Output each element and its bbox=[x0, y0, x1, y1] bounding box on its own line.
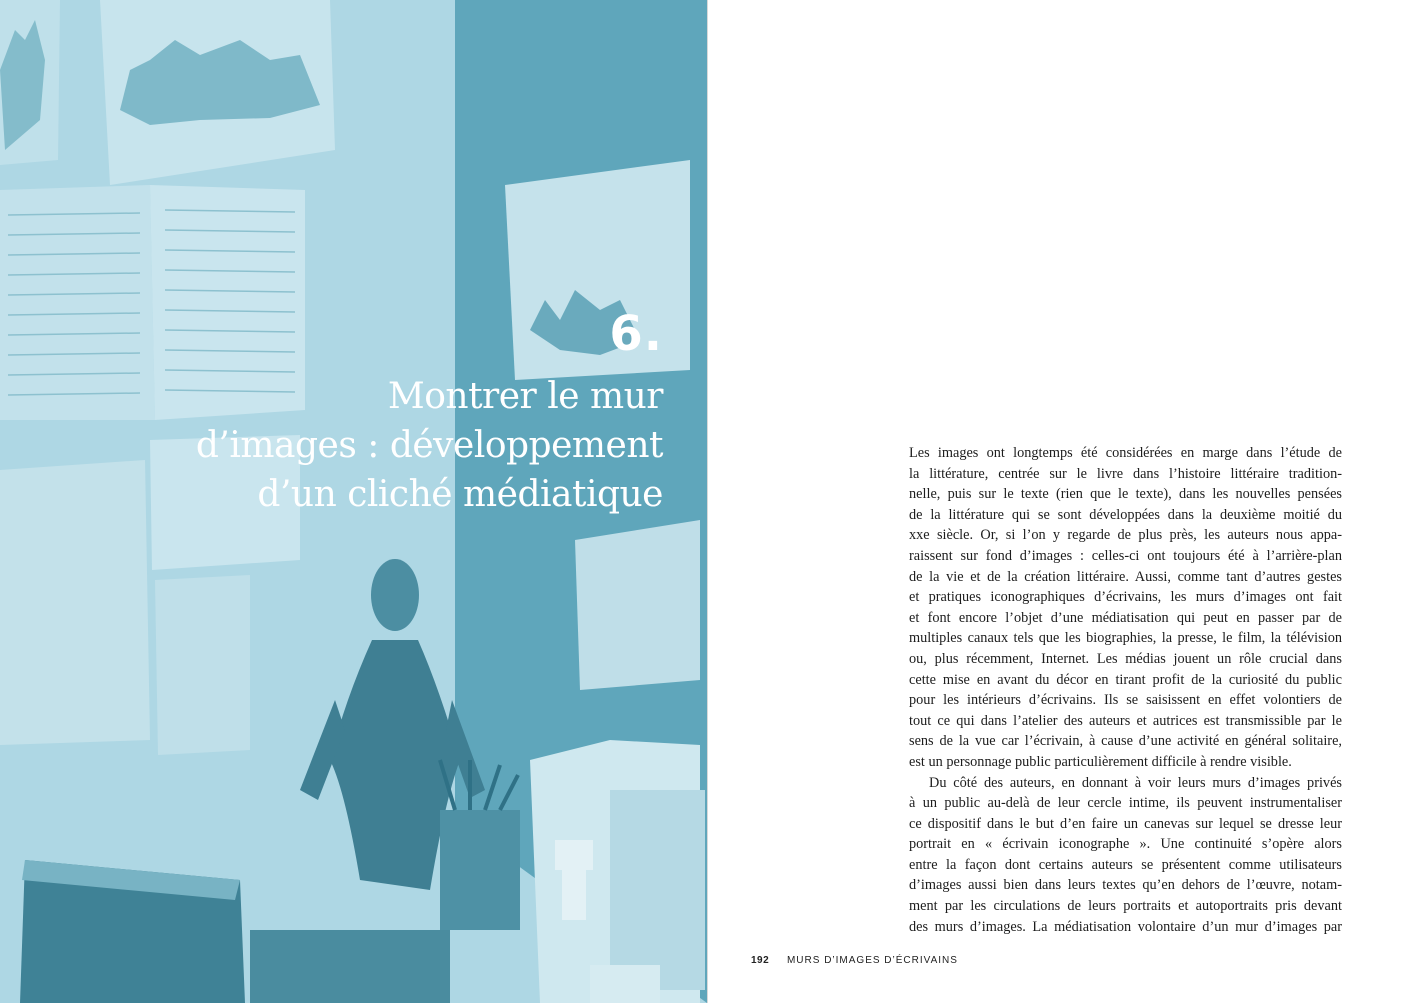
text-line: de la littérature qui se sont développées dans la deuxième moitié du bbox=[909, 506, 1342, 523]
text-line: entre la façon dont certains auteurs se présentent comme utilisateurs bbox=[909, 856, 1342, 873]
text-line: Les images ont longtemps été considérées en marge dans l’étude de bbox=[909, 445, 1342, 461]
text-line: à un public au-delà de leur cercle intime, ils peuvent instrumentaliser bbox=[909, 795, 1342, 812]
chapter-title bbox=[143, 372, 663, 519]
text-line: portrait en « écrivain iconographe ». Une continuité s’opère alors bbox=[909, 836, 1342, 853]
chapter-title-line-1: Montrer le mur bbox=[387, 376, 663, 417]
text-line: est un personnage public particulièrement difficile à rendre visible. bbox=[909, 753, 1292, 770]
text-line: sens de la vue car l’écrivain, à cause d’une activité en général solitaire, bbox=[909, 733, 1342, 750]
chapter-title-line-3: d’un cliché médiatique bbox=[257, 474, 663, 515]
chapter-heading bbox=[143, 306, 663, 519]
text-line: ou, plus récemment, Internet. Les médias jouent un rôle crucial dans bbox=[909, 650, 1342, 667]
text-line: tout ce qui dans l’atelier des auteurs et autrices est transmissible par le bbox=[909, 712, 1342, 729]
chapter-opener-photo bbox=[0, 0, 707, 1003]
text-line: Du côté des auteurs, en donnant à voir leurs murs d’images privés bbox=[929, 774, 1342, 791]
paragraph-2 bbox=[909, 773, 1342, 938]
text-line: et font encore l’objet d’une médiatisation qui peut en passer par de bbox=[909, 609, 1342, 626]
text-line: de la vie et de la création littéraire. Aussi, comme tant d’autres gestes bbox=[909, 568, 1342, 585]
text-line: d’images aussi bien dans leurs textes qu’en dehors de l’œuvre, notam- bbox=[909, 877, 1342, 894]
chapter-number: 6. bbox=[609, 306, 663, 362]
text-line: raissent sur fond d’images : celles-ci ont toujours été à l’arrière-plan bbox=[909, 547, 1342, 564]
text-line: cette mise en avant du décor en tirant profit de la curiosité du public bbox=[909, 671, 1342, 688]
text-line: multiples canaux tels que les biographies, la presse, le film, la télévision bbox=[909, 630, 1342, 647]
text-line: nelle, puis sur le texte (rien que le texte), dans les nouvelles pensées bbox=[909, 486, 1342, 503]
chapter-title-line-2: d’images : développement bbox=[195, 425, 663, 466]
page-number: 192 bbox=[751, 955, 770, 966]
body-text bbox=[909, 443, 1342, 937]
page-gutter bbox=[707, 0, 708, 1003]
paragraph-1 bbox=[909, 443, 1342, 773]
text-line: la littérature, centrée sur le livre dans l’histoire littéraire tradition- bbox=[909, 465, 1342, 482]
text-line: ment par les circulations de leurs portraits et autoportraits pris devant bbox=[909, 898, 1342, 915]
text-line: des murs d’images. La médiatisation volontaire d’un mur d’images par bbox=[909, 918, 1342, 935]
text-line: pour les intérieurs d’écrivains. Ils se saisissent en effet volontiers de bbox=[909, 692, 1342, 709]
text-line: ce dispositif dans le but d’en faire un canevas sur lequel se dresse leur bbox=[909, 815, 1342, 832]
text-line: et pratiques iconographiques d’écrivains, les murs d’images ont fait bbox=[909, 589, 1342, 606]
running-title: MURS D’IMAGES D’ÉCRIVAINS bbox=[786, 955, 958, 966]
text-line: xxe siècle. Or, si l’on y regarde de plus près, les auteurs nous appa- bbox=[909, 527, 1342, 544]
running-footer bbox=[751, 955, 958, 966]
